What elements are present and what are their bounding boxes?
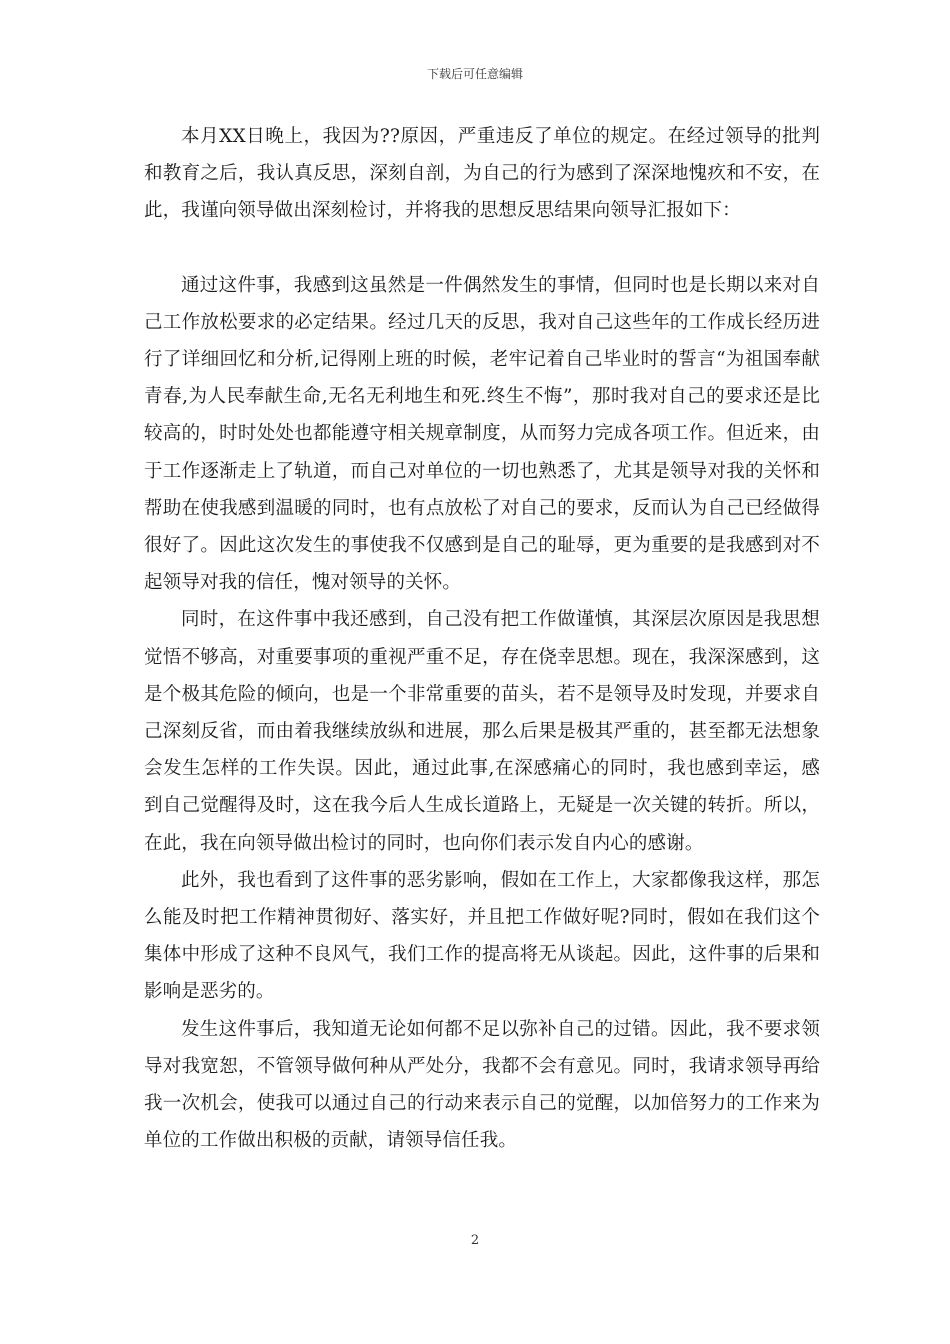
paragraph-awareness: 同时，在这件事中我还感到，自己没有把工作做谨慎，其深层次原因是我思想觉悟不够高，对重要事项的重视严重不足，存在侥幸思想。现在，我深深感到，这是个极其危险的倾向，也是一个非常重要的苗头，若不是领导及时发现，并要求自己深刻反省，而由着我继续放纵和进展，那么后果是极其严重的，甚至都无法想象会发生怎样的工作失误。因此，通过此事,在深感痛心的同时，我也感到幸运，感到自己觉醒得及时，这在我今后人生成长道路上，无疑是一次关键的转折。所以，在此，我在向领导做出检讨的同时，也向你们表示发自内心的感谢。 <box>144 609 820 854</box>
page-header-note: 下载后可任意编辑 <box>426 67 523 81</box>
document-body <box>144 118 820 1159</box>
paragraph-opening: 本月XX日晚上，我因为??原因，严重违反了单位的规定。在经过领导的批判和教育之后，我认真反思，深刻自剖，为自己的行为感到了深深地愧疚和不安，在此，我谨向领导做出深刻检讨，并将我的思想反思结果向领导汇报如下： <box>144 126 820 222</box>
page-number: 2 <box>470 1233 480 1248</box>
paragraph-request: 发生这件事后，我知道无论如何都不足以弥补自己的过错。因此，我不要求领导对我宽恕，不管领导做何种从严处分，我都不会有意见。同时，我请求领导再给我一次机会，使我可以通过自己的行动来表示自己的觉醒，以加倍努力的工作来为单位的工作做出积极的贡献，请领导信任我。 <box>144 1018 820 1152</box>
paragraph-impact: 此外，我也看到了这件事的恶劣影响，假如在工作上，大家都像我这样，那怎么能及时把工作精神贯彻好、落实好，并且把工作做好呢?同时，假如在我们这个集体中形成了这种不良风气，我们工作的提高将无从谈起。因此，这件事的后果和影响是恶劣的。 <box>144 869 820 1003</box>
paragraph-spacer <box>144 230 820 267</box>
paragraph-reflection: 通过这件事，我感到这虽然是一件偶然发生的事情，但同时也是长期以来对自己工作放松要求的必定结果。经过几天的反思，我对自己这些年的工作成长经历进行了详细回忆和分析,记得刚上班的时候，老牢记着自己毕业时的誓言“为祖国奉献青春,为人民奉献生命,无名无利地生和死.终生不悔”，那时我对自己的要求还是比较高的，时时处处也都能遵守相关规章制度，从而努力完成各项工作。但近来，由于工作逐渐走上了轨道，而自己对单位的一切也熟悉了，尤其是领导对我的关怀和帮助在使我感到温暖的同时，也有点放松了对自己的要求，反而认为自己已经做得很好了。因此这次发生的事使我不仅感到是自己的耻辱，更为重要的是我感到对不起领导对我的信任，愧对领导的关怀。 <box>144 274 820 594</box>
